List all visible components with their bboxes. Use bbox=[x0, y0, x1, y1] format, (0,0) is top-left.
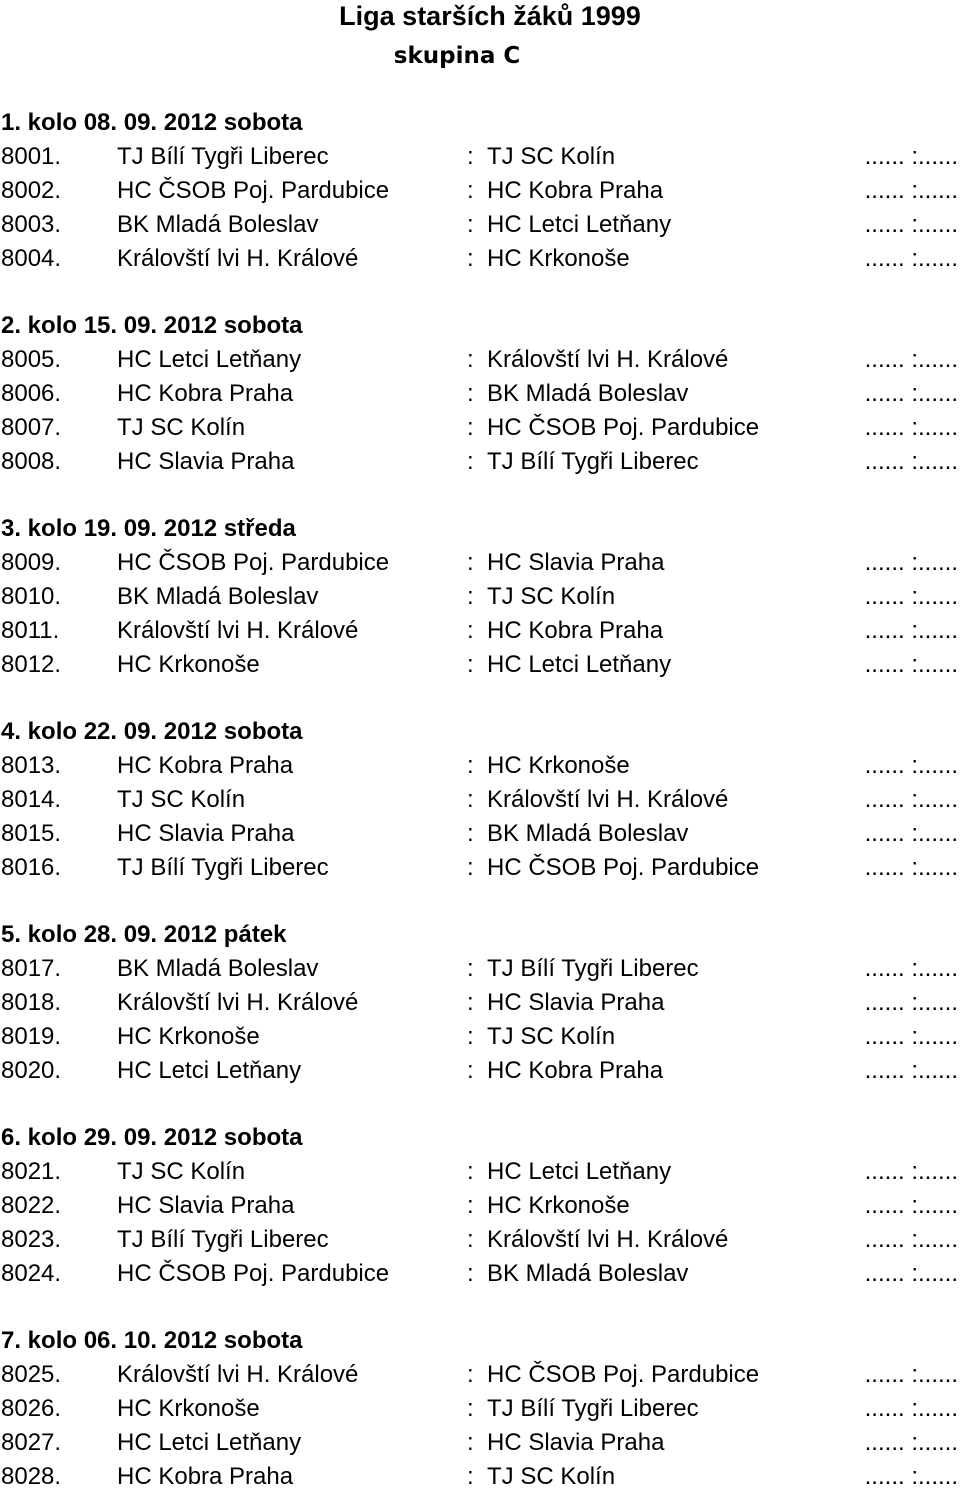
team-separator: : bbox=[467, 143, 474, 170]
home-team: BK Mladá Boleslav bbox=[117, 211, 319, 238]
match-number: 8020. bbox=[1, 1057, 62, 1084]
home-team: HC ČSOB Poj. Pardubice bbox=[117, 549, 390, 576]
away-team: TJ SC Kolín bbox=[487, 1023, 616, 1050]
match-number: 8006. bbox=[1, 380, 62, 407]
match-row bbox=[0, 1426, 960, 1460]
score-placeholder: ...... :...... bbox=[864, 955, 958, 982]
away-team: HC Slavia Praha bbox=[487, 549, 665, 576]
team-separator: : bbox=[467, 1192, 474, 1219]
match-number: 8015. bbox=[1, 820, 62, 847]
score-placeholder: ...... :...... bbox=[864, 414, 958, 441]
team-separator: : bbox=[467, 617, 474, 644]
team-separator: : bbox=[467, 583, 474, 610]
match-row bbox=[0, 1020, 960, 1054]
score-placeholder: ...... :...... bbox=[864, 1395, 958, 1422]
match-number: 8014. bbox=[1, 786, 62, 813]
home-team: HC Letci Letňany bbox=[117, 1057, 302, 1084]
score-placeholder: ...... :...... bbox=[864, 1429, 958, 1456]
group-subtitle: skupina C bbox=[393, 43, 521, 69]
match-row bbox=[0, 1257, 960, 1291]
home-team: HC Slavia Praha bbox=[117, 448, 295, 475]
match-row bbox=[0, 1358, 960, 1392]
home-team: TJ SC Kolín bbox=[117, 414, 246, 441]
match-number: 8008. bbox=[1, 448, 62, 475]
score-placeholder: ...... :...... bbox=[864, 177, 958, 204]
round-section bbox=[0, 106, 960, 276]
match-number: 8023. bbox=[1, 1226, 62, 1253]
team-separator: : bbox=[467, 414, 474, 441]
team-separator: : bbox=[467, 1226, 474, 1253]
score-placeholder: ...... :...... bbox=[864, 1023, 958, 1050]
away-team: TJ SC Kolín bbox=[487, 1463, 616, 1490]
away-team: BK Mladá Boleslav bbox=[487, 1260, 689, 1287]
team-separator: : bbox=[467, 177, 474, 204]
match-row bbox=[0, 1155, 960, 1189]
away-team: Královští lvi H. Králové bbox=[487, 786, 729, 813]
match-row bbox=[0, 546, 960, 580]
score-placeholder: ...... :...... bbox=[864, 786, 958, 813]
score-placeholder: ...... :...... bbox=[864, 380, 958, 407]
match-row bbox=[0, 1460, 960, 1494]
away-team: Královští lvi H. Králové bbox=[487, 1226, 729, 1253]
match-row bbox=[0, 140, 960, 174]
match-row bbox=[0, 614, 960, 648]
match-number: 8001. bbox=[1, 143, 62, 170]
away-team: HC ČSOB Poj. Pardubice bbox=[487, 414, 760, 441]
away-team: HC Krkonoše bbox=[487, 245, 630, 272]
match-row bbox=[0, 411, 960, 445]
score-placeholder: ...... :...... bbox=[864, 752, 958, 779]
score-placeholder: ...... :...... bbox=[864, 549, 958, 576]
score-placeholder: ...... :...... bbox=[864, 1057, 958, 1084]
home-team: Královští lvi H. Králové bbox=[117, 1361, 359, 1388]
home-team: HC Krkonoše bbox=[117, 1395, 260, 1422]
match-number: 8025. bbox=[1, 1361, 62, 1388]
match-row bbox=[0, 377, 960, 411]
match-row bbox=[0, 1223, 960, 1257]
home-team: HC ČSOB Poj. Pardubice bbox=[117, 1260, 390, 1287]
match-number: 8027. bbox=[1, 1429, 62, 1456]
team-separator: : bbox=[467, 651, 474, 678]
page-title: Liga starších žáků 1999 bbox=[339, 1, 641, 31]
away-team: HC Slavia Praha bbox=[487, 1429, 665, 1456]
match-number: 8013. bbox=[1, 752, 62, 779]
away-team: HC Letci Letňany bbox=[487, 211, 672, 238]
match-number: 8005. bbox=[1, 346, 62, 373]
score-placeholder: ...... :...... bbox=[864, 1192, 958, 1219]
team-separator: : bbox=[467, 1463, 474, 1490]
home-team: BK Mladá Boleslav bbox=[117, 955, 319, 982]
away-team: Královští lvi H. Králové bbox=[487, 346, 729, 373]
home-team: TJ SC Kolín bbox=[117, 786, 246, 813]
score-placeholder: ...... :...... bbox=[864, 448, 958, 475]
away-team: HC Krkonoše bbox=[487, 752, 630, 779]
match-row bbox=[0, 1392, 960, 1426]
away-team: TJ Bílí Tygři Liberec bbox=[487, 448, 699, 475]
score-placeholder: ...... :...... bbox=[864, 820, 958, 847]
home-team: BK Mladá Boleslav bbox=[117, 583, 319, 610]
score-placeholder: ...... :...... bbox=[864, 211, 958, 238]
score-placeholder: ...... :...... bbox=[864, 1463, 958, 1490]
home-team: HC Krkonoše bbox=[117, 1023, 260, 1050]
away-team: HC Kobra Praha bbox=[487, 617, 664, 644]
score-placeholder: ...... :...... bbox=[864, 245, 958, 272]
score-placeholder: ...... :...... bbox=[864, 1361, 958, 1388]
match-number: 8002. bbox=[1, 177, 62, 204]
round-heading: 3. kolo 19. 09. 2012 středa bbox=[1, 515, 296, 542]
match-number: 8016. bbox=[1, 854, 62, 881]
match-row bbox=[0, 445, 960, 479]
team-separator: : bbox=[467, 245, 474, 272]
home-team: HC Slavia Praha bbox=[117, 1192, 295, 1219]
score-placeholder: ...... :...... bbox=[864, 651, 958, 678]
home-team: HC Letci Letňany bbox=[117, 346, 302, 373]
match-row bbox=[0, 174, 960, 208]
away-team: TJ SC Kolín bbox=[487, 143, 616, 170]
home-team: HC Kobra Praha bbox=[117, 1463, 294, 1490]
team-separator: : bbox=[467, 1158, 474, 1185]
match-number: 8018. bbox=[1, 989, 62, 1016]
match-row bbox=[0, 749, 960, 783]
match-row bbox=[0, 783, 960, 817]
match-number: 8026. bbox=[1, 1395, 62, 1422]
away-team: HC ČSOB Poj. Pardubice bbox=[487, 854, 760, 881]
match-number: 8004. bbox=[1, 245, 62, 272]
team-separator: : bbox=[467, 752, 474, 779]
team-separator: : bbox=[467, 1395, 474, 1422]
away-team: HC Letci Letňany bbox=[487, 651, 672, 678]
match-number: 8007. bbox=[1, 414, 62, 441]
score-placeholder: ...... :...... bbox=[864, 989, 958, 1016]
away-team: HC Kobra Praha bbox=[487, 177, 664, 204]
match-row bbox=[0, 648, 960, 682]
team-separator: : bbox=[467, 989, 474, 1016]
score-placeholder: ...... :...... bbox=[864, 583, 958, 610]
match-number: 8009. bbox=[1, 549, 62, 576]
match-row bbox=[0, 580, 960, 614]
away-team: BK Mladá Boleslav bbox=[487, 820, 689, 847]
match-number: 8003. bbox=[1, 211, 62, 238]
home-team: Královští lvi H. Králové bbox=[117, 989, 359, 1016]
match-number: 8024. bbox=[1, 1260, 62, 1287]
match-row bbox=[0, 1054, 960, 1088]
home-team: HC Kobra Praha bbox=[117, 752, 294, 779]
team-separator: : bbox=[467, 1260, 474, 1287]
score-placeholder: ...... :...... bbox=[864, 854, 958, 881]
score-placeholder: ...... :...... bbox=[864, 346, 958, 373]
team-separator: : bbox=[467, 211, 474, 238]
home-team: TJ Bílí Tygři Liberec bbox=[117, 143, 329, 170]
team-separator: : bbox=[467, 1023, 474, 1050]
home-team: HC Kobra Praha bbox=[117, 380, 294, 407]
match-number: 8028. bbox=[1, 1463, 62, 1490]
match-row bbox=[0, 208, 960, 242]
home-team: TJ Bílí Tygři Liberec bbox=[117, 854, 329, 881]
home-team: HC Slavia Praha bbox=[117, 820, 295, 847]
score-placeholder: ...... :...... bbox=[864, 143, 958, 170]
round-section bbox=[0, 715, 960, 885]
match-row bbox=[0, 1189, 960, 1223]
match-number: 8010. bbox=[1, 583, 62, 610]
schedule bbox=[0, 106, 960, 1494]
team-separator: : bbox=[467, 786, 474, 813]
away-team: HC Letci Letňany bbox=[487, 1158, 672, 1185]
team-separator: : bbox=[467, 448, 474, 475]
round-section bbox=[0, 1324, 960, 1494]
home-team: HC Krkonoše bbox=[117, 651, 260, 678]
home-team: HC Letci Letňany bbox=[117, 1429, 302, 1456]
team-separator: : bbox=[467, 380, 474, 407]
away-team: TJ Bílí Tygři Liberec bbox=[487, 955, 699, 982]
round-section bbox=[0, 512, 960, 682]
score-placeholder: ...... :...... bbox=[864, 617, 958, 644]
match-number: 8011. bbox=[1, 617, 60, 644]
match-row bbox=[0, 851, 960, 885]
team-separator: : bbox=[467, 955, 474, 982]
team-separator: : bbox=[467, 820, 474, 847]
away-team: HC Kobra Praha bbox=[487, 1057, 664, 1084]
match-number: 8021. bbox=[1, 1158, 62, 1185]
round-heading: 6. kolo 29. 09. 2012 sobota bbox=[1, 1124, 303, 1151]
match-row bbox=[0, 817, 960, 851]
round-heading: 2. kolo 15. 09. 2012 sobota bbox=[1, 312, 303, 339]
match-number: 8022. bbox=[1, 1192, 62, 1219]
score-placeholder: ...... :...... bbox=[864, 1260, 958, 1287]
round-heading: 1. kolo 08. 09. 2012 sobota bbox=[1, 109, 303, 136]
away-team: TJ SC Kolín bbox=[487, 583, 616, 610]
away-team: HC Krkonoše bbox=[487, 1192, 630, 1219]
away-team: HC Slavia Praha bbox=[487, 989, 665, 1016]
match-number: 8017. bbox=[1, 955, 62, 982]
match-number: 8019. bbox=[1, 1023, 62, 1050]
match-row bbox=[0, 952, 960, 986]
round-section bbox=[0, 1121, 960, 1291]
match-row bbox=[0, 343, 960, 377]
home-team: TJ SC Kolín bbox=[117, 1158, 246, 1185]
team-separator: : bbox=[467, 854, 474, 881]
match-row bbox=[0, 242, 960, 276]
match-row bbox=[0, 986, 960, 1020]
away-team: TJ Bílí Tygři Liberec bbox=[487, 1395, 699, 1422]
home-team: Královští lvi H. Králové bbox=[117, 245, 359, 272]
round-heading: 5. kolo 28. 09. 2012 pátek bbox=[1, 921, 287, 948]
home-team: Královští lvi H. Králové bbox=[117, 617, 359, 644]
round-section bbox=[0, 918, 960, 1088]
match-number: 8012. bbox=[1, 651, 62, 678]
round-heading: 4. kolo 22. 09. 2012 sobota bbox=[1, 718, 303, 745]
team-separator: : bbox=[467, 346, 474, 373]
away-team: HC ČSOB Poj. Pardubice bbox=[487, 1361, 760, 1388]
team-separator: : bbox=[467, 1057, 474, 1084]
score-placeholder: ...... :...... bbox=[864, 1158, 958, 1185]
team-separator: : bbox=[467, 549, 474, 576]
team-separator: : bbox=[467, 1361, 474, 1388]
home-team: HC ČSOB Poj. Pardubice bbox=[117, 177, 390, 204]
round-heading: 7. kolo 06. 10. 2012 sobota bbox=[1, 1327, 303, 1354]
round-section bbox=[0, 309, 960, 479]
away-team: BK Mladá Boleslav bbox=[487, 380, 689, 407]
home-team: TJ Bílí Tygři Liberec bbox=[117, 1226, 329, 1253]
score-placeholder: ...... :...... bbox=[864, 1226, 958, 1253]
team-separator: : bbox=[467, 1429, 474, 1456]
